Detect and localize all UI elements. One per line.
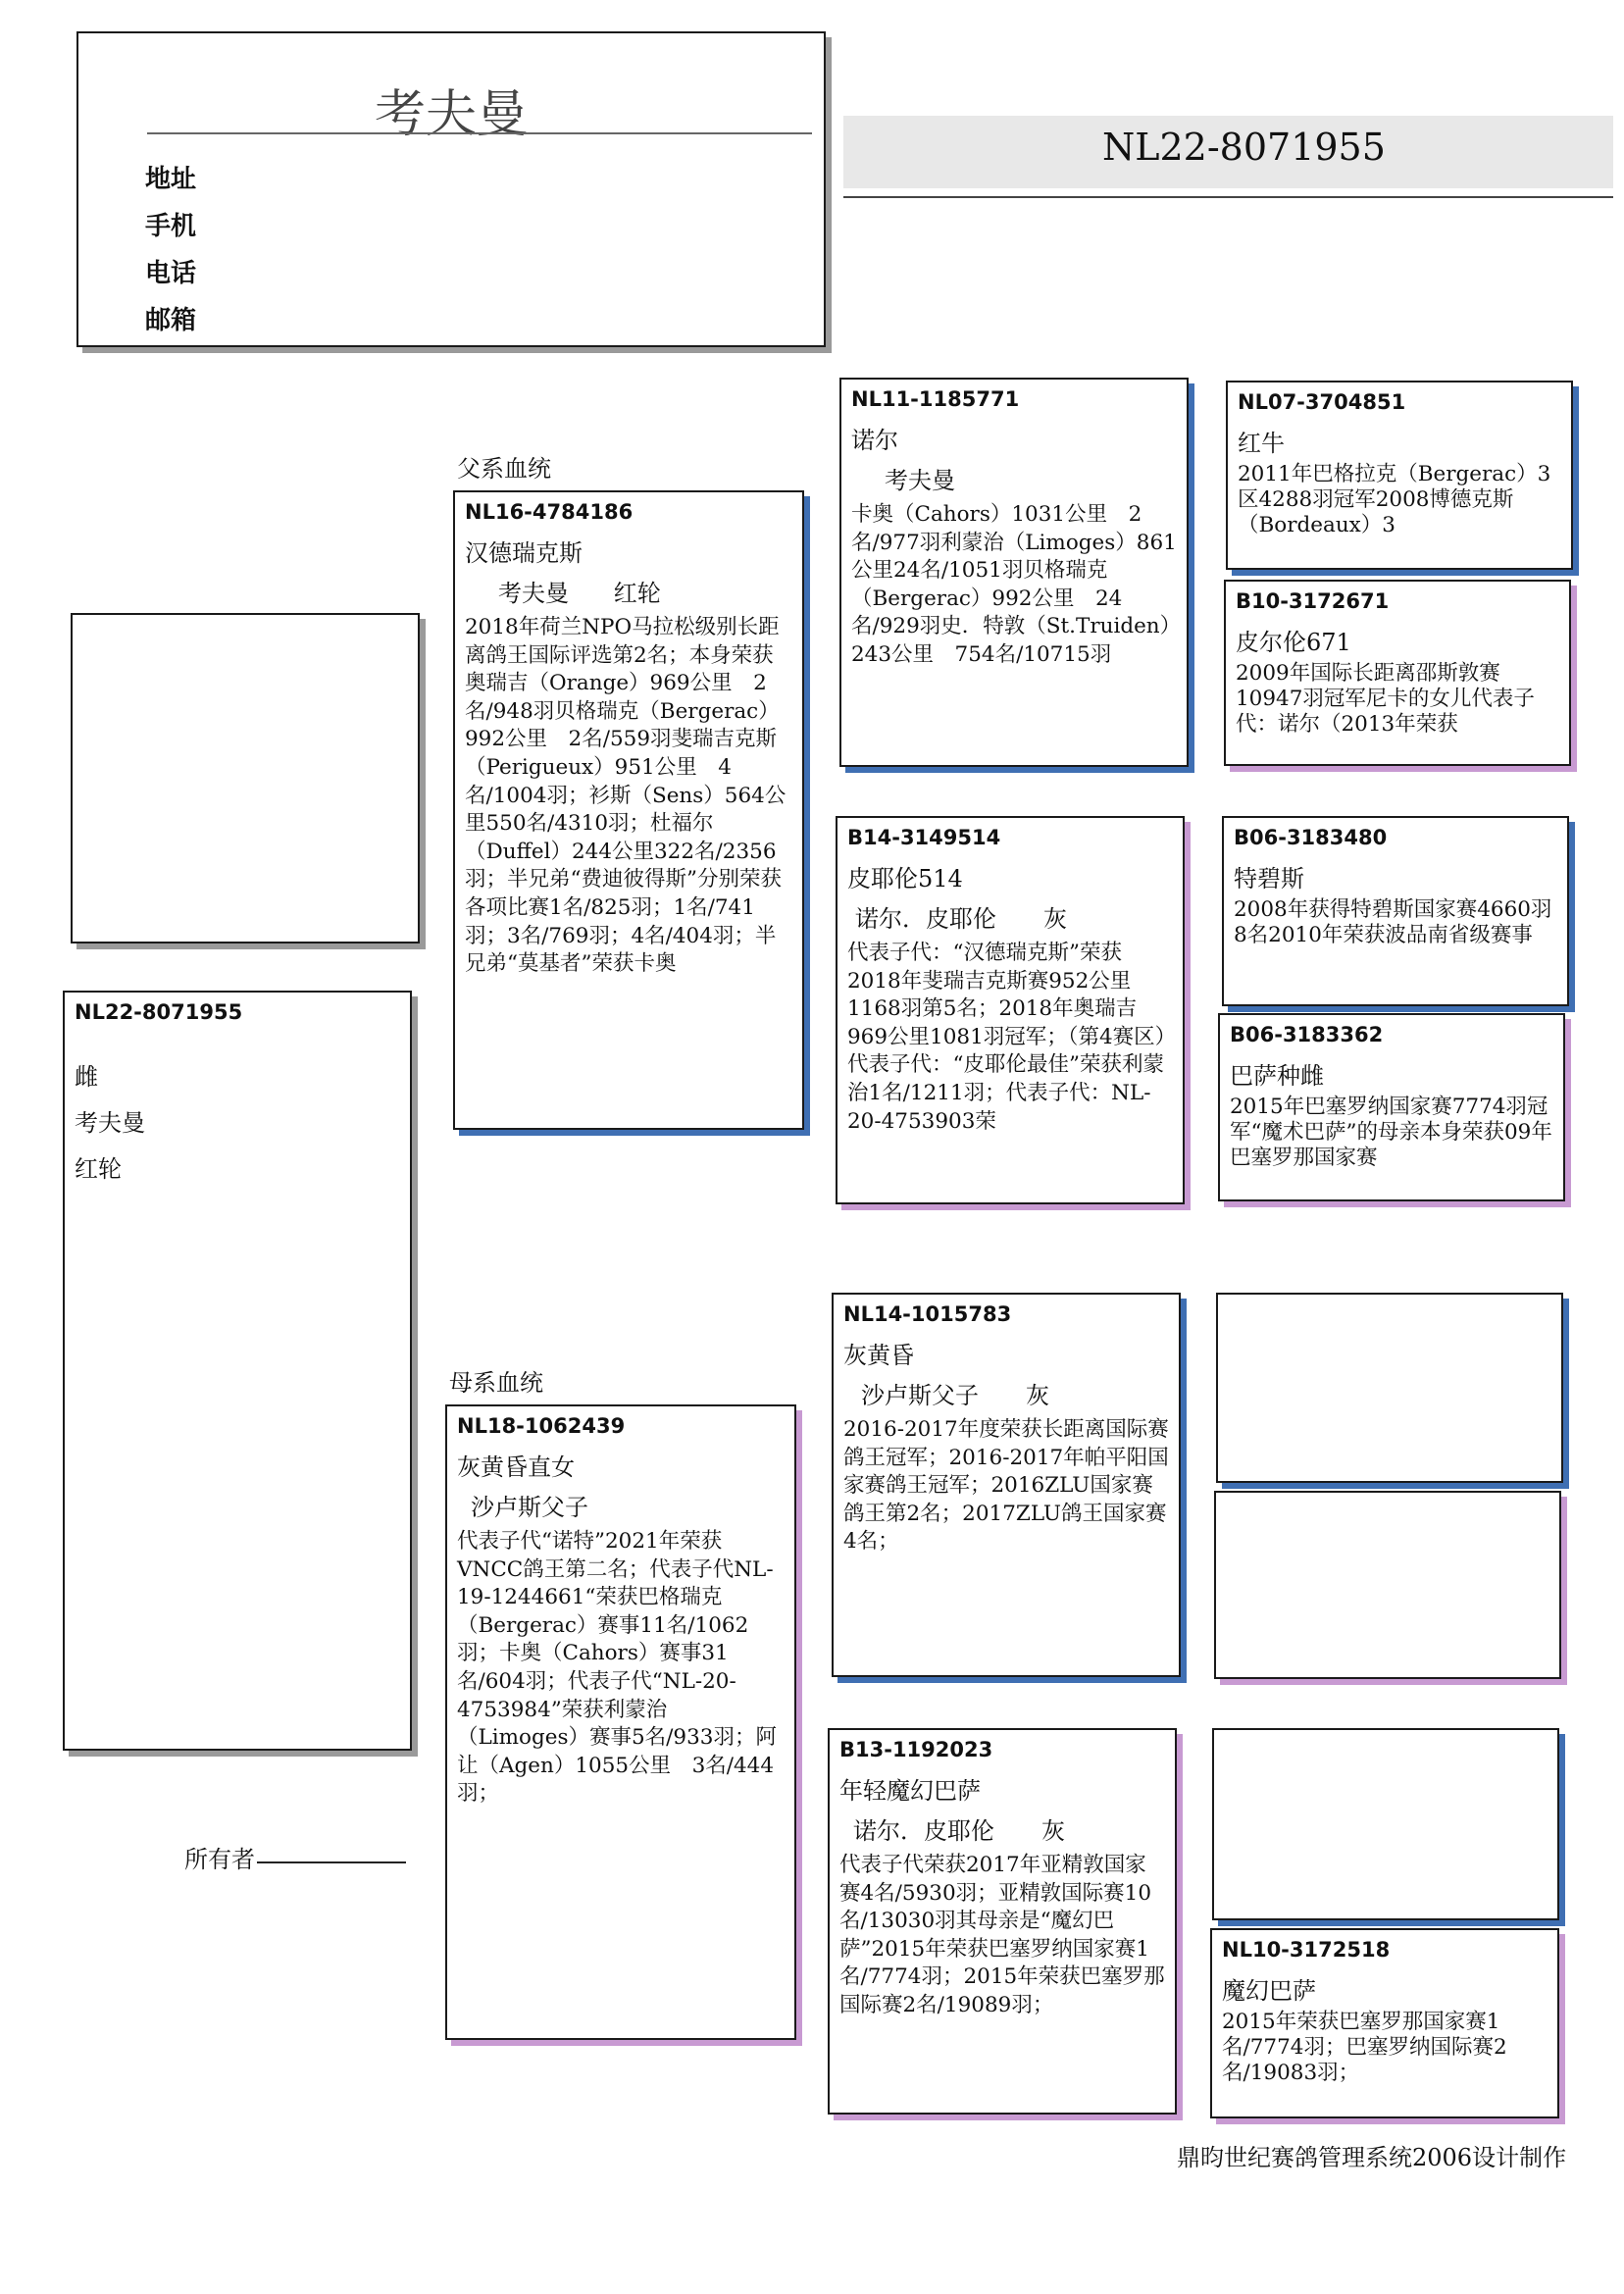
sire-dam-name: 皮耶伦514	[847, 865, 963, 892]
ddd-name: 魔幻巴萨	[1222, 1977, 1316, 2005]
dam-sire-name: 灰黄昏	[843, 1342, 914, 1369]
dds-card	[1212, 1728, 1559, 1920]
sire-dam-notes: 代表子代：“汉德瑞克斯”荣获2018年斐瑞吉克斯赛952公里1168羽第5名；2018年奥瑞吉969公里1081羽冠军；（第4赛区）代表子代：“皮耶伦最佳”荣获利蒙治1名/1211羽；代表子代：NL-20-4753903荣	[847, 941, 1166, 1134]
ddd-ring: NL10-3172518	[1222, 1938, 1391, 1962]
sire-card	[453, 490, 804, 1130]
subject-ring: NL22-8071955	[75, 1000, 243, 1024]
ssd-card	[1224, 580, 1571, 766]
dam-dam-name: 年轻魔幻巴萨	[839, 1777, 981, 1805]
dam-notes: 代表子代“诺特”2021年荣获VNCC鸽王第二名；代表子代NL-19-1244661“荣获巴格瑞克（Bergerac）赛事11名/1062羽；卡奥（Cahors）赛事31名/604羽；代表子代“NL-20-4753984”荣获利蒙治（Limoges）赛事5名/933羽；阿让（Agen）1055公里 3名/444羽；	[457, 1529, 777, 1807]
loft-name: 考夫曼	[374, 85, 528, 144]
subject-loft: 考夫曼	[75, 1109, 145, 1137]
ring-divider	[843, 196, 1613, 198]
sds-notes: 2008年获得特碧斯国家赛4660羽8名2010年荣获波品南省级赛事	[1234, 897, 1552, 947]
sire-sire-loft: 考夫曼	[885, 467, 955, 494]
sire-sire-ring: NL11-1185771	[851, 387, 1020, 411]
header-card	[76, 31, 826, 347]
dss-card	[1216, 1293, 1563, 1483]
subject-sex: 雌	[75, 1063, 98, 1091]
dam-ring: NL18-1062439	[457, 1414, 626, 1438]
dsd-card	[1214, 1491, 1561, 1679]
sdd-notes: 2015年巴塞罗纳国家赛7774羽冠军“魔术巴萨”的母亲本身荣获09年巴塞罗那国家赛	[1230, 1095, 1552, 1170]
dam-sire-card	[832, 1293, 1181, 1677]
dam-name: 灰黄昏直女	[457, 1453, 575, 1481]
sds-card	[1222, 816, 1569, 1006]
dam-card	[445, 1404, 796, 2040]
sire-dam-loft: 诺尔．皮耶伦 灰	[855, 905, 1067, 933]
dam-dam-card	[828, 1728, 1177, 2115]
ddd-card	[1210, 1928, 1559, 2118]
sire-sire-notes: 卡奥（Cahors）1031公里 2名/977羽利蒙治（Limoges）861公里24名/1051羽贝格瑞克（Bergerac）992公里 24名/929羽史．特敦（St.Truiden）243公里 754名/10715羽	[851, 502, 1177, 667]
sss-name: 红牛	[1238, 430, 1285, 457]
dam-dam-loft: 诺尔．皮耶伦 灰	[853, 1817, 1065, 1845]
subject-card	[63, 991, 412, 1751]
sss-card	[1226, 381, 1573, 570]
address-label: 地址	[145, 165, 197, 194]
sdd-card	[1218, 1013, 1565, 1201]
phone-label: 电话	[145, 259, 197, 288]
sire-name: 汉德瑞克斯	[465, 539, 583, 567]
dam-dam-ring: B13-1192023	[839, 1738, 993, 1761]
ddd-notes: 2015年荣获巴塞罗那国家赛1名/7774羽；巴塞罗纳国际赛2名/19083羽；	[1222, 2010, 1507, 2085]
sds-name: 特碧斯	[1234, 865, 1304, 892]
photo-box	[71, 613, 420, 943]
subject-color: 红轮	[75, 1155, 122, 1183]
owner-label: 所有者	[184, 1846, 255, 1873]
owner-signature-line	[257, 1861, 406, 1863]
sire-label: 父系血统	[457, 455, 551, 483]
dam-sire-loft: 沙卢斯父子 灰	[861, 1382, 1049, 1409]
sdd-name: 巴萨种雌	[1230, 1062, 1324, 1090]
footer-credit: 鼎昀世纪赛鸽管理系统2006设计制作	[1177, 2144, 1567, 2171]
dam-label: 母系血统	[449, 1369, 543, 1397]
dam-loft: 沙卢斯父子	[471, 1494, 588, 1521]
ssd-notes: 2009年国际长距离邵斯敦赛10947羽冠军尼卡的女儿代表子代：诺尔（2013年荣获	[1236, 661, 1535, 737]
mobile-label: 手机	[145, 212, 197, 241]
sire-sire-card	[839, 378, 1189, 767]
sire-sire-name: 诺尔	[851, 427, 898, 454]
sss-ring: NL07-3704851	[1238, 390, 1406, 414]
sdd-ring: B06-3183362	[1230, 1023, 1384, 1046]
sire-dam-card	[836, 816, 1185, 1204]
dam-dam-notes: 代表子代荣获2017年亚精敦国家赛4名/5930羽；亚精敦国际赛10名/13030羽其母亲是“魔幻巴萨”2015年荣获巴塞罗纳国家赛1名/7774羽；2015年荣获巴塞罗那国际赛2名/19089羽；	[839, 1853, 1165, 2017]
dam-sire-notes: 2016-2017年度荣获长距离国际赛鸽王冠军；2016-2017年帕平阳国家赛鸽王冠军；2016ZLU国家赛鸽王第2名；2017ZLU鸽王国家赛4名；	[843, 1417, 1169, 1555]
ring-number: NL22-8071955	[1102, 126, 1386, 169]
dam-sire-ring: NL14-1015783	[843, 1302, 1012, 1326]
sire-ring: NL16-4784186	[465, 500, 634, 524]
header-divider	[147, 132, 812, 134]
email-label: 邮箱	[145, 306, 197, 335]
ssd-ring: B10-3172671	[1236, 589, 1390, 613]
sss-notes: 2011年巴格拉克（Bergerac）3区4288羽冠军2008博德克斯（Bordeaux）3	[1238, 462, 1551, 537]
sds-ring: B06-3183480	[1234, 826, 1388, 849]
sire-notes: 2018年荷兰NPO马拉松级别长距离鸽王国际评选第2名；本身荣获奥瑞吉（Orange）969公里 2名/948羽贝格瑞克（Bergerac）992公里 2名/559羽斐瑞吉克斯（Perigueux）951公里 4名/1004羽；衫斯（Sens）564公里550名/4310羽；杜福尔（Duffel）244公里322名/2356羽；半兄弟“费迪彼得斯”分别荣获各项比赛1名/825羽；1名/741羽；3名/769羽；4名/404羽；半兄弟“莫基者”荣获卡奥	[465, 615, 787, 977]
sire-loft: 考夫曼 红轮	[498, 580, 661, 607]
ssd-name: 皮尔伦671	[1236, 629, 1351, 656]
sire-dam-ring: B14-3149514	[847, 826, 1001, 849]
